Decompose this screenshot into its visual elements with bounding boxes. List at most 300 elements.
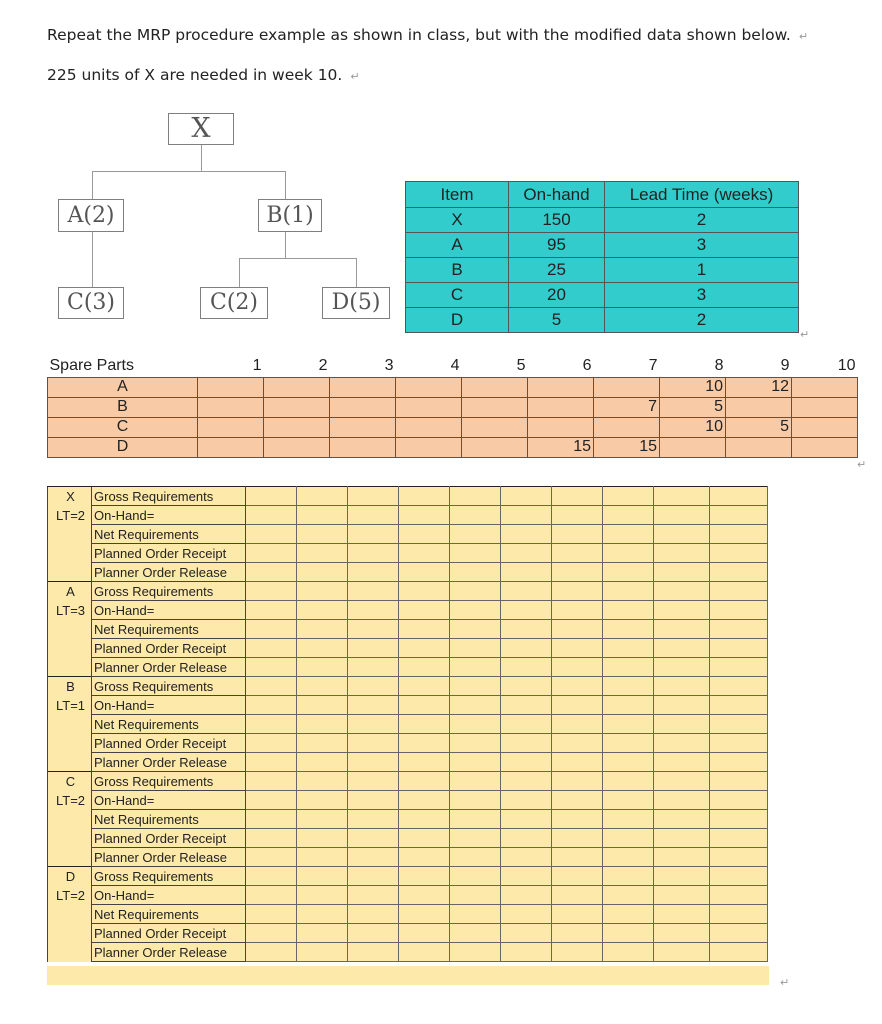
- mrp-week-cell[interactable]: [710, 791, 768, 810]
- mrp-week-cell[interactable]: [710, 924, 768, 943]
- mrp-week-cell[interactable]: [297, 487, 348, 506]
- mrp-week-cell[interactable]: [552, 544, 603, 563]
- mrp-week-cell[interactable]: [603, 639, 654, 658]
- mrp-week-cell[interactable]: [348, 924, 399, 943]
- mrp-week-cell[interactable]: [297, 696, 348, 715]
- mrp-week-cell[interactable]: [501, 487, 552, 506]
- mrp-week-cell[interactable]: [246, 563, 297, 582]
- mrp-week-cell[interactable]: [654, 905, 710, 924]
- mrp-week-cell[interactable]: [552, 943, 603, 962]
- mrp-row-label: Net Requirements: [92, 715, 246, 734]
- mrp-week-cell[interactable]: [348, 639, 399, 658]
- mrp-week-cell[interactable]: [450, 886, 501, 905]
- mrp-week-cell[interactable]: [297, 506, 348, 525]
- mrp-week-cell[interactable]: [552, 696, 603, 715]
- mrp-week-cell[interactable]: [297, 848, 348, 867]
- mrp-week-cell[interactable]: [399, 639, 450, 658]
- mrp-week-cell[interactable]: [348, 734, 399, 753]
- mrp-week-cell[interactable]: [654, 772, 710, 791]
- mrp-week-cell[interactable]: [399, 544, 450, 563]
- mrp-item-label: A: [48, 582, 92, 601]
- mrp-row: [48, 601, 768, 620]
- mrp-week-cell[interactable]: [654, 601, 710, 620]
- mrp-week-cell[interactable]: [348, 544, 399, 563]
- spare-part-quantity: [594, 377, 660, 397]
- mrp-week-cell[interactable]: [501, 563, 552, 582]
- mrp-week-cell[interactable]: [246, 734, 297, 753]
- mrp-week-cell[interactable]: [501, 753, 552, 772]
- mrp-week-cell[interactable]: [297, 734, 348, 753]
- mrp-week-cell[interactable]: [348, 772, 399, 791]
- mrp-week-cell[interactable]: [450, 734, 501, 753]
- mrp-week-cell[interactable]: [246, 601, 297, 620]
- mrp-week-cell[interactable]: [603, 810, 654, 829]
- mrp-week-cell[interactable]: [552, 905, 603, 924]
- mrp-week-cell[interactable]: [603, 772, 654, 791]
- mrp-row-label: Net Requirements: [92, 525, 246, 544]
- mrp-item-label: D: [48, 867, 92, 886]
- spare-part-quantity: [594, 417, 660, 437]
- mrp-week-cell[interactable]: [450, 601, 501, 620]
- on-hand-cell: 150: [509, 208, 605, 233]
- mrp-week-cell[interactable]: [450, 943, 501, 962]
- tree-connector: [92, 232, 93, 287]
- mrp-week-cell[interactable]: [654, 696, 710, 715]
- mrp-week-cell[interactable]: [246, 582, 297, 601]
- mrp-week-cell[interactable]: [552, 734, 603, 753]
- mrp-week-cell[interactable]: [246, 715, 297, 734]
- mrp-week-cell[interactable]: [501, 943, 552, 962]
- mrp-week-cell[interactable]: [348, 886, 399, 905]
- spare-part-quantity: [264, 417, 330, 437]
- mrp-week-cell[interactable]: [603, 696, 654, 715]
- spare-part-item: D: [48, 437, 198, 457]
- mrp-week-cell[interactable]: [297, 715, 348, 734]
- mrp-week-cell[interactable]: [246, 772, 297, 791]
- mrp-week-cell[interactable]: [348, 848, 399, 867]
- mrp-week-cell[interactable]: [552, 639, 603, 658]
- mrp-week-cell[interactable]: [501, 677, 552, 696]
- mrp-week-cell[interactable]: [450, 829, 501, 848]
- mrp-week-cell[interactable]: [399, 829, 450, 848]
- mrp-week-cell[interactable]: [710, 601, 768, 620]
- mrp-week-cell[interactable]: [710, 867, 768, 886]
- mrp-week-cell[interactable]: [450, 924, 501, 943]
- mrp-week-cell[interactable]: [654, 867, 710, 886]
- spare-part-item: B: [48, 397, 198, 417]
- mrp-week-cell[interactable]: [710, 696, 768, 715]
- mrp-week-cell[interactable]: [710, 810, 768, 829]
- mrp-week-cell[interactable]: [348, 753, 399, 772]
- mrp-week-cell[interactable]: [552, 924, 603, 943]
- mrp-week-cell[interactable]: [654, 582, 710, 601]
- mrp-week-cell[interactable]: [297, 867, 348, 886]
- mrp-week-cell[interactable]: [654, 525, 710, 544]
- mrp-week-cell[interactable]: [552, 753, 603, 772]
- mrp-row-label: Net Requirements: [92, 905, 246, 924]
- mrp-week-cell[interactable]: [246, 658, 297, 677]
- mrp-week-cell[interactable]: [654, 658, 710, 677]
- mrp-row: [48, 753, 768, 772]
- spare-part-quantity: [462, 417, 528, 437]
- mrp-week-cell[interactable]: [246, 487, 297, 506]
- mrp-week-cell[interactable]: [603, 886, 654, 905]
- on-hand-cell: 20: [509, 283, 605, 308]
- mrp-week-cell[interactable]: [501, 886, 552, 905]
- mrp-week-cell[interactable]: [710, 563, 768, 582]
- mrp-week-cell[interactable]: [501, 810, 552, 829]
- mrp-week-cell[interactable]: [399, 582, 450, 601]
- instruction-line-1: [47, 26, 808, 44]
- mrp-week-cell[interactable]: [297, 886, 348, 905]
- mrp-week-cell[interactable]: [603, 601, 654, 620]
- mrp-week-cell[interactable]: [399, 620, 450, 639]
- mrp-week-cell[interactable]: [450, 658, 501, 677]
- mrp-week-cell[interactable]: [450, 696, 501, 715]
- mrp-row: [48, 658, 768, 677]
- mrp-week-cell[interactable]: [552, 506, 603, 525]
- mrp-week-cell[interactable]: [246, 753, 297, 772]
- mrp-week-cell[interactable]: [399, 563, 450, 582]
- mrp-week-cell[interactable]: [710, 829, 768, 848]
- mrp-week-cell[interactable]: [246, 639, 297, 658]
- mrp-week-cell[interactable]: [348, 506, 399, 525]
- mrp-row: [48, 924, 768, 943]
- mrp-week-cell[interactable]: [348, 525, 399, 544]
- paragraph-mark-icon: ↵: [780, 976, 790, 989]
- mrp-week-cell[interactable]: [603, 620, 654, 639]
- mrp-week-cell[interactable]: [399, 848, 450, 867]
- mrp-week-cell[interactable]: [654, 677, 710, 696]
- mrp-week-cell[interactable]: [348, 829, 399, 848]
- mrp-week-cell[interactable]: [501, 867, 552, 886]
- mrp-week-cell[interactable]: [552, 886, 603, 905]
- mrp-row: [48, 905, 768, 924]
- mrp-week-cell[interactable]: [450, 772, 501, 791]
- lead-time-cell: 3: [605, 233, 799, 258]
- mrp-week-cell[interactable]: [552, 582, 603, 601]
- mrp-week-cell[interactable]: [654, 829, 710, 848]
- mrp-week-cell[interactable]: [450, 620, 501, 639]
- mrp-week-cell[interactable]: [348, 658, 399, 677]
- mrp-week-cell[interactable]: [450, 506, 501, 525]
- mrp-week-cell[interactable]: [603, 582, 654, 601]
- mrp-week-cell[interactable]: [654, 924, 710, 943]
- mrp-week-cell[interactable]: [603, 734, 654, 753]
- lead-time-cell: 2: [605, 208, 799, 233]
- mrp-week-cell[interactable]: [246, 924, 297, 943]
- mrp-week-cell[interactable]: [450, 810, 501, 829]
- mrp-week-cell[interactable]: [297, 544, 348, 563]
- spare-part-quantity: [396, 417, 462, 437]
- mrp-week-cell[interactable]: [501, 639, 552, 658]
- mrp-row-label: Net Requirements: [92, 810, 246, 829]
- mrp-week-cell[interactable]: [603, 525, 654, 544]
- mrp-week-cell[interactable]: [501, 791, 552, 810]
- mrp-week-cell[interactable]: [552, 658, 603, 677]
- mrp-week-cell[interactable]: [450, 677, 501, 696]
- mrp-week-cell[interactable]: [297, 753, 348, 772]
- mrp-week-cell[interactable]: [654, 563, 710, 582]
- mrp-week-cell[interactable]: [399, 772, 450, 791]
- mrp-week-cell[interactable]: [246, 810, 297, 829]
- mrp-week-cell[interactable]: [297, 772, 348, 791]
- mrp-week-cell[interactable]: [399, 905, 450, 924]
- mrp-week-cell[interactable]: [399, 791, 450, 810]
- mrp-week-cell[interactable]: [399, 506, 450, 525]
- mrp-week-cell[interactable]: [399, 753, 450, 772]
- mrp-week-cell[interactable]: [710, 886, 768, 905]
- mrp-week-cell[interactable]: [450, 791, 501, 810]
- mrp-week-cell[interactable]: [654, 791, 710, 810]
- spare-part-quantity: 5: [726, 417, 792, 437]
- mrp-week-cell[interactable]: [348, 791, 399, 810]
- mrp-week-cell[interactable]: [297, 791, 348, 810]
- mrp-week-cell[interactable]: [654, 810, 710, 829]
- mrp-week-cell[interactable]: [450, 848, 501, 867]
- mrp-week-cell[interactable]: [399, 696, 450, 715]
- mrp-week-cell[interactable]: [450, 867, 501, 886]
- mrp-week-cell[interactable]: [399, 487, 450, 506]
- mrp-row: [48, 563, 768, 582]
- mrp-week-cell[interactable]: [603, 753, 654, 772]
- mrp-week-cell[interactable]: [399, 734, 450, 753]
- mrp-week-cell[interactable]: [654, 848, 710, 867]
- paragraph-mark-icon: ↵: [800, 328, 810, 341]
- mrp-week-cell[interactable]: [501, 658, 552, 677]
- week-number: 2: [264, 355, 330, 377]
- mrp-week-cell[interactable]: [450, 582, 501, 601]
- mrp-week-cell[interactable]: [246, 696, 297, 715]
- mrp-week-cell[interactable]: [552, 810, 603, 829]
- mrp-week-cell[interactable]: [246, 677, 297, 696]
- mrp-week-cell[interactable]: [501, 734, 552, 753]
- mrp-week-cell[interactable]: [297, 620, 348, 639]
- mrp-week-cell[interactable]: [399, 715, 450, 734]
- spare-parts-title: Spare Parts: [48, 355, 198, 377]
- spare-part-quantity: 15: [528, 437, 594, 457]
- mrp-week-cell[interactable]: [246, 829, 297, 848]
- mrp-week-cell[interactable]: [399, 601, 450, 620]
- mrp-week-cell[interactable]: [501, 582, 552, 601]
- mrp-week-cell[interactable]: [654, 620, 710, 639]
- mrp-week-cell[interactable]: [297, 601, 348, 620]
- mrp-week-cell[interactable]: [552, 525, 603, 544]
- mrp-week-cell[interactable]: [552, 848, 603, 867]
- mrp-week-cell[interactable]: [501, 848, 552, 867]
- mrp-week-cell[interactable]: [348, 810, 399, 829]
- mrp-week-cell[interactable]: [552, 601, 603, 620]
- mrp-week-cell[interactable]: [399, 867, 450, 886]
- mrp-week-cell[interactable]: [654, 544, 710, 563]
- on-hand-cell: 25: [509, 258, 605, 283]
- mrp-week-cell[interactable]: [399, 924, 450, 943]
- mrp-row-label: Planned Order Receipt: [92, 639, 246, 658]
- mrp-week-cell[interactable]: [246, 525, 297, 544]
- mrp-week-cell[interactable]: [603, 924, 654, 943]
- mrp-week-cell[interactable]: [450, 753, 501, 772]
- mrp-week-cell[interactable]: [710, 943, 768, 962]
- mrp-week-cell[interactable]: [552, 791, 603, 810]
- mrp-week-cell[interactable]: [654, 715, 710, 734]
- mrp-week-cell[interactable]: [348, 905, 399, 924]
- mrp-week-cell[interactable]: [603, 848, 654, 867]
- mrp-week-cell[interactable]: [399, 525, 450, 544]
- mrp-week-cell[interactable]: [297, 677, 348, 696]
- mrp-week-cell[interactable]: [603, 506, 654, 525]
- mrp-row-label: Planned Order Receipt: [92, 734, 246, 753]
- mrp-week-cell[interactable]: [552, 620, 603, 639]
- mrp-week-cell[interactable]: [246, 886, 297, 905]
- spare-part-quantity: [198, 377, 264, 397]
- mrp-week-cell[interactable]: [246, 544, 297, 563]
- mrp-week-cell[interactable]: [501, 905, 552, 924]
- mrp-week-cell[interactable]: [450, 544, 501, 563]
- mrp-week-cell[interactable]: [710, 753, 768, 772]
- mrp-week-cell[interactable]: [399, 677, 450, 696]
- mrp-week-cell[interactable]: [399, 810, 450, 829]
- mrp-week-cell[interactable]: [654, 487, 710, 506]
- mrp-week-cell[interactable]: [552, 677, 603, 696]
- spare-part-quantity: [264, 437, 330, 457]
- mrp-week-cell[interactable]: [710, 905, 768, 924]
- mrp-week-cell[interactable]: [450, 715, 501, 734]
- mrp-week-cell[interactable]: [348, 943, 399, 962]
- mrp-week-cell[interactable]: [710, 734, 768, 753]
- tree-node-d: D(5): [322, 287, 390, 319]
- mrp-week-cell[interactable]: [501, 620, 552, 639]
- mrp-week-cell[interactable]: [297, 943, 348, 962]
- mrp-week-cell[interactable]: [654, 639, 710, 658]
- item-cell: C: [406, 283, 509, 308]
- mrp-week-cell[interactable]: [297, 810, 348, 829]
- mrp-week-cell[interactable]: [603, 563, 654, 582]
- mrp-week-cell[interactable]: [297, 563, 348, 582]
- item-cell: X: [406, 208, 509, 233]
- mrp-week-cell[interactable]: [710, 544, 768, 563]
- mrp-week-cell[interactable]: [246, 867, 297, 886]
- mrp-week-cell[interactable]: [297, 658, 348, 677]
- mrp-week-cell[interactable]: [501, 924, 552, 943]
- spare-part-quantity: [792, 417, 858, 437]
- mrp-week-cell[interactable]: [710, 487, 768, 506]
- mrp-week-cell[interactable]: [552, 867, 603, 886]
- mrp-week-cell[interactable]: [603, 658, 654, 677]
- mrp-week-cell[interactable]: [603, 867, 654, 886]
- mrp-week-cell[interactable]: [297, 639, 348, 658]
- mrp-week-cell[interactable]: [348, 620, 399, 639]
- mrp-week-cell[interactable]: [710, 506, 768, 525]
- tree-connector: [92, 171, 93, 199]
- mrp-week-cell[interactable]: [710, 772, 768, 791]
- mrp-week-cell[interactable]: [450, 563, 501, 582]
- mrp-week-cell[interactable]: [450, 487, 501, 506]
- mrp-week-cell[interactable]: [603, 677, 654, 696]
- mrp-week-cell[interactable]: [450, 905, 501, 924]
- spare-part-quantity: [528, 397, 594, 417]
- spare-parts-row: [48, 397, 858, 417]
- mrp-week-cell[interactable]: [348, 487, 399, 506]
- mrp-week-cell[interactable]: [654, 943, 710, 962]
- week-number: 4: [396, 355, 462, 377]
- mrp-week-cell[interactable]: [710, 582, 768, 601]
- mrp-week-cell[interactable]: [297, 582, 348, 601]
- mrp-week-cell[interactable]: [710, 715, 768, 734]
- mrp-week-cell[interactable]: [297, 924, 348, 943]
- mrp-week-cell[interactable]: [399, 886, 450, 905]
- mrp-week-cell[interactable]: [348, 563, 399, 582]
- mrp-week-cell[interactable]: [450, 639, 501, 658]
- mrp-week-cell[interactable]: [603, 905, 654, 924]
- mrp-week-cell[interactable]: [654, 734, 710, 753]
- mrp-week-cell[interactable]: [501, 772, 552, 791]
- mrp-week-cell[interactable]: [501, 715, 552, 734]
- mrp-week-cell[interactable]: [501, 696, 552, 715]
- mrp-week-cell[interactable]: [297, 905, 348, 924]
- mrp-week-cell[interactable]: [710, 620, 768, 639]
- mrp-week-cell[interactable]: [710, 658, 768, 677]
- mrp-week-cell[interactable]: [348, 696, 399, 715]
- spare-part-quantity: [792, 377, 858, 397]
- mrp-week-cell[interactable]: [246, 791, 297, 810]
- mrp-week-cell[interactable]: [552, 772, 603, 791]
- mrp-week-cell[interactable]: [603, 829, 654, 848]
- mrp-week-cell[interactable]: [654, 753, 710, 772]
- mrp-week-cell[interactable]: [552, 715, 603, 734]
- header-item: Item: [406, 182, 509, 208]
- mrp-week-cell[interactable]: [348, 601, 399, 620]
- mrp-week-cell[interactable]: [501, 544, 552, 563]
- mrp-week-cell[interactable]: [246, 620, 297, 639]
- mrp-week-cell[interactable]: [654, 886, 710, 905]
- mrp-week-cell[interactable]: [246, 905, 297, 924]
- mrp-item-label: [48, 658, 92, 677]
- mrp-week-cell[interactable]: [552, 487, 603, 506]
- item-cell: B: [406, 258, 509, 283]
- mrp-week-cell[interactable]: [348, 715, 399, 734]
- mrp-week-cell[interactable]: [450, 525, 501, 544]
- mrp-week-cell[interactable]: [399, 943, 450, 962]
- mrp-week-cell[interactable]: [246, 848, 297, 867]
- mrp-week-cell[interactable]: [603, 943, 654, 962]
- mrp-week-cell[interactable]: [501, 506, 552, 525]
- mrp-week-cell[interactable]: [710, 677, 768, 696]
- mrp-week-cell[interactable]: [603, 791, 654, 810]
- mrp-week-cell[interactable]: [348, 677, 399, 696]
- spare-part-quantity: [330, 417, 396, 437]
- mrp-week-cell[interactable]: [710, 639, 768, 658]
- mrp-week-cell[interactable]: [399, 658, 450, 677]
- mrp-week-cell[interactable]: [710, 848, 768, 867]
- mrp-week-cell[interactable]: [348, 867, 399, 886]
- mrp-week-cell[interactable]: [246, 506, 297, 525]
- mrp-week-cell[interactable]: [297, 525, 348, 544]
- mrp-week-cell[interactable]: [348, 582, 399, 601]
- mrp-week-cell[interactable]: [654, 506, 710, 525]
- mrp-week-cell[interactable]: [552, 829, 603, 848]
- tree-connector: [356, 258, 357, 287]
- mrp-week-cell[interactable]: [501, 601, 552, 620]
- mrp-week-cell[interactable]: [297, 829, 348, 848]
- mrp-week-cell[interactable]: [501, 829, 552, 848]
- mrp-week-cell[interactable]: [246, 943, 297, 962]
- mrp-week-cell[interactable]: [603, 487, 654, 506]
- mrp-week-cell[interactable]: [710, 525, 768, 544]
- mrp-week-cell[interactable]: [552, 563, 603, 582]
- mrp-week-cell[interactable]: [603, 715, 654, 734]
- mrp-week-cell[interactable]: [603, 544, 654, 563]
- mrp-week-cell[interactable]: [501, 525, 552, 544]
